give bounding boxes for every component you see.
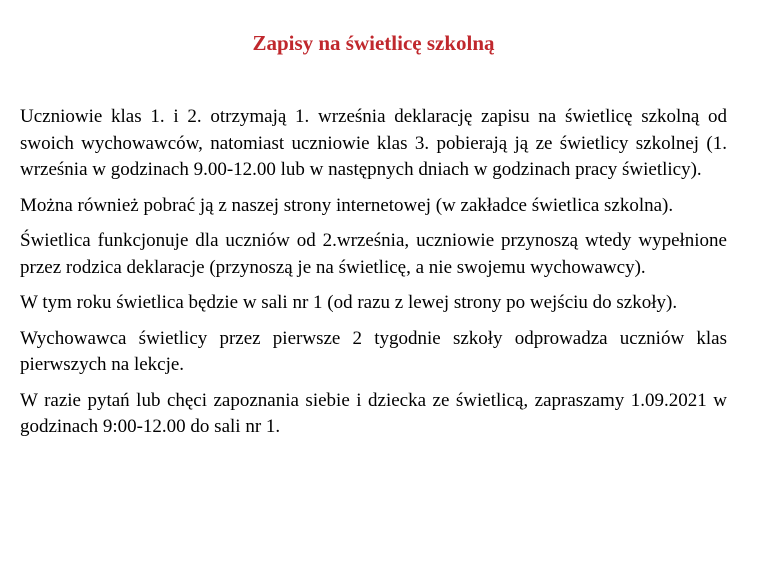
page-title: Zapisy na świetlicę szkolną	[252, 31, 495, 55]
paragraph-enrollment: Uczniowie klas 1. i 2. otrzymają 1. września deklarację zapisu na świetlicę szkolną od swoich wychowawców, natomiast uczniowie klas 3. pobierają ją ze świetlicy szkolnej (1. września w godzinach 9.00-12.00 lub w następnych dniach w godzinach pracy świetlicy).	[20, 106, 727, 180]
document	[20, 0, 727, 450]
document-body	[20, 104, 727, 441]
paragraph-escort: Wychowawca świetlicy przez pierwsze 2 tygodnie szkoły odprowadza uczniów klas pierwszych na lekcje.	[20, 327, 727, 375]
paragraph-location: W tym roku świetlica będzie w sali nr 1 (od razu z lewej strony po wejściu do szkoły).	[20, 292, 678, 313]
paragraph-download: Można również pobrać ją z naszej strony internetowej (w zakładce świetlica szkolna).	[20, 194, 674, 216]
paragraph-operation: Świetlica funkcjonuje dla uczniów od 2.września, uczniowie przynoszą wtedy wypełnione przez rodzica deklaracje (przynoszą je na świetlicę, a nie swojemu wychowawcy).	[20, 230, 727, 278]
paragraph-invitation: W razie pytań lub chęci zapoznania siebie i dziecka ze świetlicą, zapraszamy 1.09.2021 w godzinach 9:00-12.00 do sali nr 1.	[20, 389, 727, 437]
